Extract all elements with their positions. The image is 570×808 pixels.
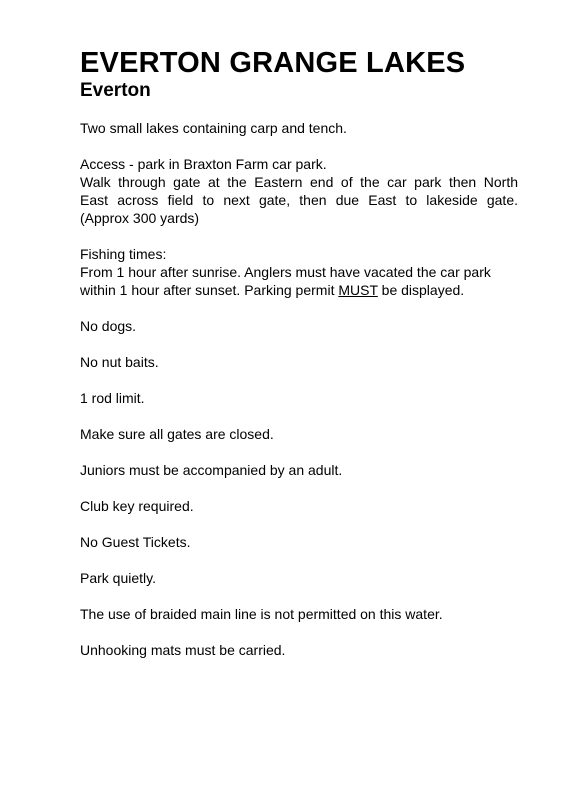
fishing-times-paragraph: [80, 245, 518, 299]
rule-item: Juniors must be accompanied by an adult.: [80, 462, 343, 478]
access-line: East across field to next gate, then due East to lakeside gate.: [80, 192, 518, 208]
rule-item: Make sure all gates are closed.: [80, 426, 274, 442]
fishing-times-text: be displayed.: [377, 282, 465, 298]
access-line: (Approx 300 yards): [80, 210, 200, 226]
access-paragraph: [80, 155, 518, 227]
fishing-times-line: [80, 281, 518, 299]
rule-item: No dogs.: [80, 318, 137, 334]
document-body: [80, 119, 518, 677]
rule-item: 1 rod limit.: [80, 390, 145, 406]
intro-paragraph: Two small lakes containing carp and tench.: [80, 120, 347, 136]
page-title: EVERTON GRANGE LAKES: [80, 47, 466, 79]
page-subtitle: Everton: [80, 80, 151, 101]
rule-item: The use of braided main line is not permitted on this water.: [80, 606, 443, 622]
rule-item: Park quietly.: [80, 570, 156, 586]
access-line: Access - park in Braxton Farm car park.: [80, 156, 327, 172]
rule-item: Club key required.: [80, 498, 194, 514]
rule-item: No nut baits.: [80, 354, 159, 370]
rule-item: No Guest Tickets.: [80, 534, 191, 550]
fishing-times-line: From 1 hour after sunrise. Anglers must have vacated the car park: [80, 264, 491, 280]
fishing-times-text: within 1 hour after sunset. Parking permit: [80, 282, 339, 298]
access-line: Walk through gate at the Eastern end of the car park then North: [80, 174, 518, 190]
rule-item: Unhooking mats must be carried.: [80, 642, 286, 658]
must-emphasis: MUST: [338, 282, 378, 298]
fishing-times-heading: Fishing times:: [80, 246, 167, 262]
